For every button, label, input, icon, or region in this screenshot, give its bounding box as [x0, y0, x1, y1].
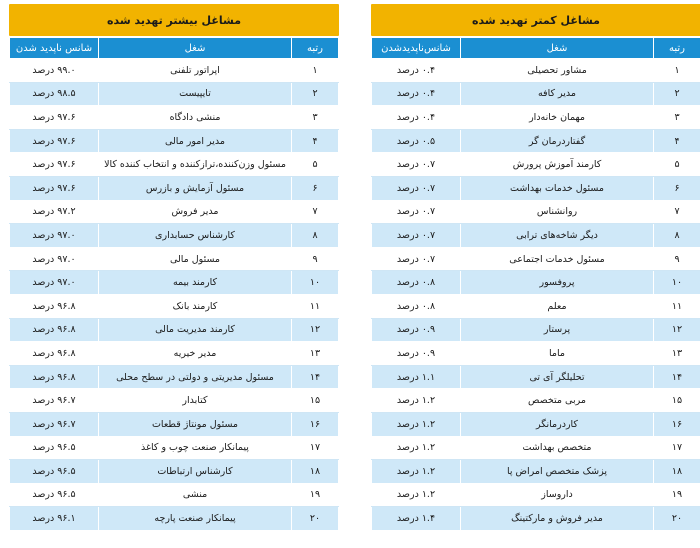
- chance-cell: ۹۶.۱ درصد: [10, 507, 99, 531]
- chance-cell: ۹۸.۵ درصد: [10, 82, 99, 106]
- chance-cell: ۹۶.۸ درصد: [10, 365, 99, 389]
- chance-cell: ۰.۷ درصد: [372, 247, 461, 271]
- chance-cell: ۰.۷ درصد: [372, 200, 461, 224]
- chance-cell: ۹۶.۷ درصد: [10, 389, 99, 413]
- chance-cell: ۰.۸ درصد: [372, 271, 461, 295]
- table-row: [372, 318, 700, 342]
- rank-cell: ۵: [292, 153, 339, 177]
- job-cell: کارشناس حسابداری: [99, 224, 292, 248]
- chance-cell: ۰.۴ درصد: [372, 106, 461, 130]
- panel-title: مشاغل بیشتر تهدید شده: [9, 4, 339, 36]
- rank-cell: ۱۴: [654, 365, 700, 389]
- chance-cell: ۹۷.۶ درصد: [10, 129, 99, 153]
- panel-title: مشاغل کمتر تهدید شده: [371, 4, 700, 36]
- table-row: [372, 412, 700, 436]
- chance-cell: ۱.۲ درصد: [372, 483, 461, 507]
- rank-cell: ۷: [292, 200, 339, 224]
- job-cell: مسئول مونتاژ قطعات: [99, 412, 292, 436]
- table-row: [10, 294, 339, 318]
- header-chance: شانس‌ناپدیدشدن: [372, 38, 461, 59]
- rank-cell: ۱۵: [654, 389, 700, 413]
- job-cell: منشی دادگاه: [99, 106, 292, 130]
- job-cell: ماما: [461, 342, 654, 366]
- table-row: [10, 106, 339, 130]
- rank-cell: ۱۴: [292, 365, 339, 389]
- job-cell: کارمند آموزش پرورش: [461, 153, 654, 177]
- job-cell: مشاور تحصیلی: [461, 59, 654, 83]
- chance-cell: ۱.۲ درصد: [372, 412, 461, 436]
- chance-cell: ۹۷.۶ درصد: [10, 153, 99, 177]
- table-row: [10, 176, 339, 200]
- table-row: [10, 59, 339, 83]
- chance-cell: ۰.۹ درصد: [372, 318, 461, 342]
- rank-cell: ۱۲: [654, 318, 700, 342]
- job-cell: دیگر شاخه‌های ترابی: [461, 224, 654, 248]
- chance-cell: ۹۷.۶ درصد: [10, 176, 99, 200]
- job-cell: مهمان خانه‌دار: [461, 106, 654, 130]
- chance-cell: ۰.۷ درصد: [372, 153, 461, 177]
- header-row: [372, 38, 700, 59]
- table-row: [372, 247, 700, 271]
- rank-cell: ۱: [654, 59, 700, 83]
- rank-cell: ۶: [292, 176, 339, 200]
- header-chance: شانس ناپدید شدن: [10, 38, 99, 59]
- job-cell: پیمانکار صنعت چوب و کاغذ: [99, 436, 292, 460]
- chance-cell: ۰.۷ درصد: [372, 224, 461, 248]
- chance-cell: ۰.۴ درصد: [372, 59, 461, 83]
- chance-cell: ۹۷.۲ درصد: [10, 200, 99, 224]
- rank-cell: ۳: [292, 106, 339, 130]
- rank-cell: ۱۹: [292, 483, 339, 507]
- job-cell: گفتاردرمان گر: [461, 129, 654, 153]
- rank-cell: ۱۱: [292, 294, 339, 318]
- job-cell: مربی متخصص: [461, 389, 654, 413]
- job-cell: اپراتور تلفنی: [99, 59, 292, 83]
- rank-cell: ۸: [654, 224, 700, 248]
- rank-cell: ۲: [654, 82, 700, 106]
- most-threatened-table: [9, 37, 339, 531]
- table-row: [10, 247, 339, 271]
- chance-cell: ۹۶.۸ درصد: [10, 342, 99, 366]
- job-cell: مسئول آزمایش و بازرس: [99, 176, 292, 200]
- chance-cell: ۹۶.۵ درصد: [10, 483, 99, 507]
- rank-cell: ۲۰: [292, 507, 339, 531]
- chance-cell: ۹۷.۰ درصد: [10, 271, 99, 295]
- job-cell: مسئول وزن‌کننده،ترازکننده و انتخاب کننده کالا: [99, 153, 292, 177]
- job-cell: مدیر خیریه: [99, 342, 292, 366]
- table-row: [10, 436, 339, 460]
- table-row: [10, 271, 339, 295]
- rank-cell: ۱۷: [654, 436, 700, 460]
- chance-cell: ۰.۵ درصد: [372, 129, 461, 153]
- table-row: [10, 153, 339, 177]
- table-row: [372, 389, 700, 413]
- job-cell: کاردرمانگر: [461, 412, 654, 436]
- rank-cell: ۲: [292, 82, 339, 106]
- table-row: [10, 224, 339, 248]
- chance-cell: ۱.۲ درصد: [372, 460, 461, 484]
- job-cell: پیمانکار صنعت پارچه: [99, 507, 292, 531]
- job-cell: پرستار: [461, 318, 654, 342]
- job-cell: منشی: [99, 483, 292, 507]
- table-row: [10, 460, 339, 484]
- job-cell: پروفسور: [461, 271, 654, 295]
- chance-cell: ۹۶.۵ درصد: [10, 460, 99, 484]
- header-job: شغل: [99, 38, 292, 59]
- rank-cell: ۳: [654, 106, 700, 130]
- table-row: [10, 365, 339, 389]
- job-cell: کارمند مدیریت مالی: [99, 318, 292, 342]
- job-cell: تحلیلگر آی تی: [461, 365, 654, 389]
- chance-cell: ۱.۲ درصد: [372, 389, 461, 413]
- job-cell: متخصص بهداشت: [461, 436, 654, 460]
- chance-cell: ۹۷.۶ درصد: [10, 106, 99, 130]
- rank-cell: ۱۱: [654, 294, 700, 318]
- chance-cell: ۹۷.۰ درصد: [10, 247, 99, 271]
- chance-cell: ۰.۹ درصد: [372, 342, 461, 366]
- job-cell: مسئول مدیریتی و دولتی در سطح محلی: [99, 365, 292, 389]
- table-row: [372, 129, 700, 153]
- rank-cell: ۲۰: [654, 507, 700, 531]
- chance-cell: ۹۷.۰ درصد: [10, 224, 99, 248]
- table-row: [372, 59, 700, 83]
- table-body: [10, 59, 339, 531]
- job-cell: مدیر فروش: [99, 200, 292, 224]
- rank-cell: ۱۶: [292, 412, 339, 436]
- table-row: [10, 82, 339, 106]
- job-cell: مدیر کافه: [461, 82, 654, 106]
- job-cell: روانشناس: [461, 200, 654, 224]
- rank-cell: ۱۹: [654, 483, 700, 507]
- header-job: شغل: [461, 38, 654, 59]
- table-row: [372, 460, 700, 484]
- rank-cell: ۱۵: [292, 389, 339, 413]
- job-cell: کارشناس ارتباطات: [99, 460, 292, 484]
- chance-cell: ۹۹.۰ درصد: [10, 59, 99, 83]
- job-cell: مسئول مالی: [99, 247, 292, 271]
- table-row: [372, 106, 700, 130]
- chance-cell: ۹۶.۵ درصد: [10, 436, 99, 460]
- rank-cell: ۱۷: [292, 436, 339, 460]
- table-row: [372, 483, 700, 507]
- table-row: [372, 271, 700, 295]
- least-threatened-panel: [371, 4, 700, 531]
- table-row: [10, 389, 339, 413]
- rank-cell: ۶: [654, 176, 700, 200]
- rank-cell: ۴: [292, 129, 339, 153]
- job-cell: پزشک متخصص امراض پا: [461, 460, 654, 484]
- job-cell: مدیر امور مالی: [99, 129, 292, 153]
- chance-cell: ۱.۴ درصد: [372, 507, 461, 531]
- table-row: [372, 82, 700, 106]
- table-row: [372, 436, 700, 460]
- table-row: [372, 342, 700, 366]
- rank-cell: ۱۲: [292, 318, 339, 342]
- most-threatened-panel: [9, 4, 339, 531]
- table-row: [10, 483, 339, 507]
- chance-cell: ۰.۴ درصد: [372, 82, 461, 106]
- rank-cell: ۱۸: [654, 460, 700, 484]
- job-cell: مسئول خدمات بهداشت: [461, 176, 654, 200]
- least-threatened-table: [371, 37, 700, 531]
- table-row: [372, 224, 700, 248]
- chance-cell: ۹۶.۸ درصد: [10, 294, 99, 318]
- rank-cell: ۱۶: [654, 412, 700, 436]
- chance-cell: ۱.۱ درصد: [372, 365, 461, 389]
- chance-cell: ۱.۲ درصد: [372, 436, 461, 460]
- table-row: [10, 412, 339, 436]
- table-row: [10, 342, 339, 366]
- header-rank: رتبه: [292, 38, 339, 59]
- rank-cell: ۹: [292, 247, 339, 271]
- table-row: [10, 318, 339, 342]
- header-rank: رتبه: [654, 38, 700, 59]
- chance-cell: ۰.۷ درصد: [372, 176, 461, 200]
- job-cell: معلم: [461, 294, 654, 318]
- table-row: [372, 200, 700, 224]
- rank-cell: ۱۳: [654, 342, 700, 366]
- rank-cell: ۸: [292, 224, 339, 248]
- rank-cell: ۵: [654, 153, 700, 177]
- chance-cell: ۹۶.۷ درصد: [10, 412, 99, 436]
- rank-cell: ۹: [654, 247, 700, 271]
- table-row: [372, 294, 700, 318]
- table-row: [372, 176, 700, 200]
- job-cell: مسئول خدمات اجتماعی: [461, 247, 654, 271]
- job-cell: کتابدار: [99, 389, 292, 413]
- table-row: [10, 200, 339, 224]
- rank-cell: ۱۳: [292, 342, 339, 366]
- rank-cell: ۱۸: [292, 460, 339, 484]
- job-cell: تایپیست: [99, 82, 292, 106]
- table-row: [372, 365, 700, 389]
- table-row: [10, 129, 339, 153]
- table-row: [372, 507, 700, 531]
- chance-cell: ۹۶.۸ درصد: [10, 318, 99, 342]
- job-cell: مدیر فروش و مارکتینگ: [461, 507, 654, 531]
- rank-cell: ۱۰: [654, 271, 700, 295]
- table-body: [372, 59, 700, 531]
- rank-cell: ۱۰: [292, 271, 339, 295]
- job-cell: داروساز: [461, 483, 654, 507]
- job-cell: کارمند بیمه: [99, 271, 292, 295]
- chance-cell: ۰.۸ درصد: [372, 294, 461, 318]
- rank-cell: ۷: [654, 200, 700, 224]
- table-row: [372, 153, 700, 177]
- rank-cell: ۱: [292, 59, 339, 83]
- job-cell: کارمند بانک: [99, 294, 292, 318]
- rank-cell: ۴: [654, 129, 700, 153]
- table-row: [10, 507, 339, 531]
- header-row: [10, 38, 339, 59]
